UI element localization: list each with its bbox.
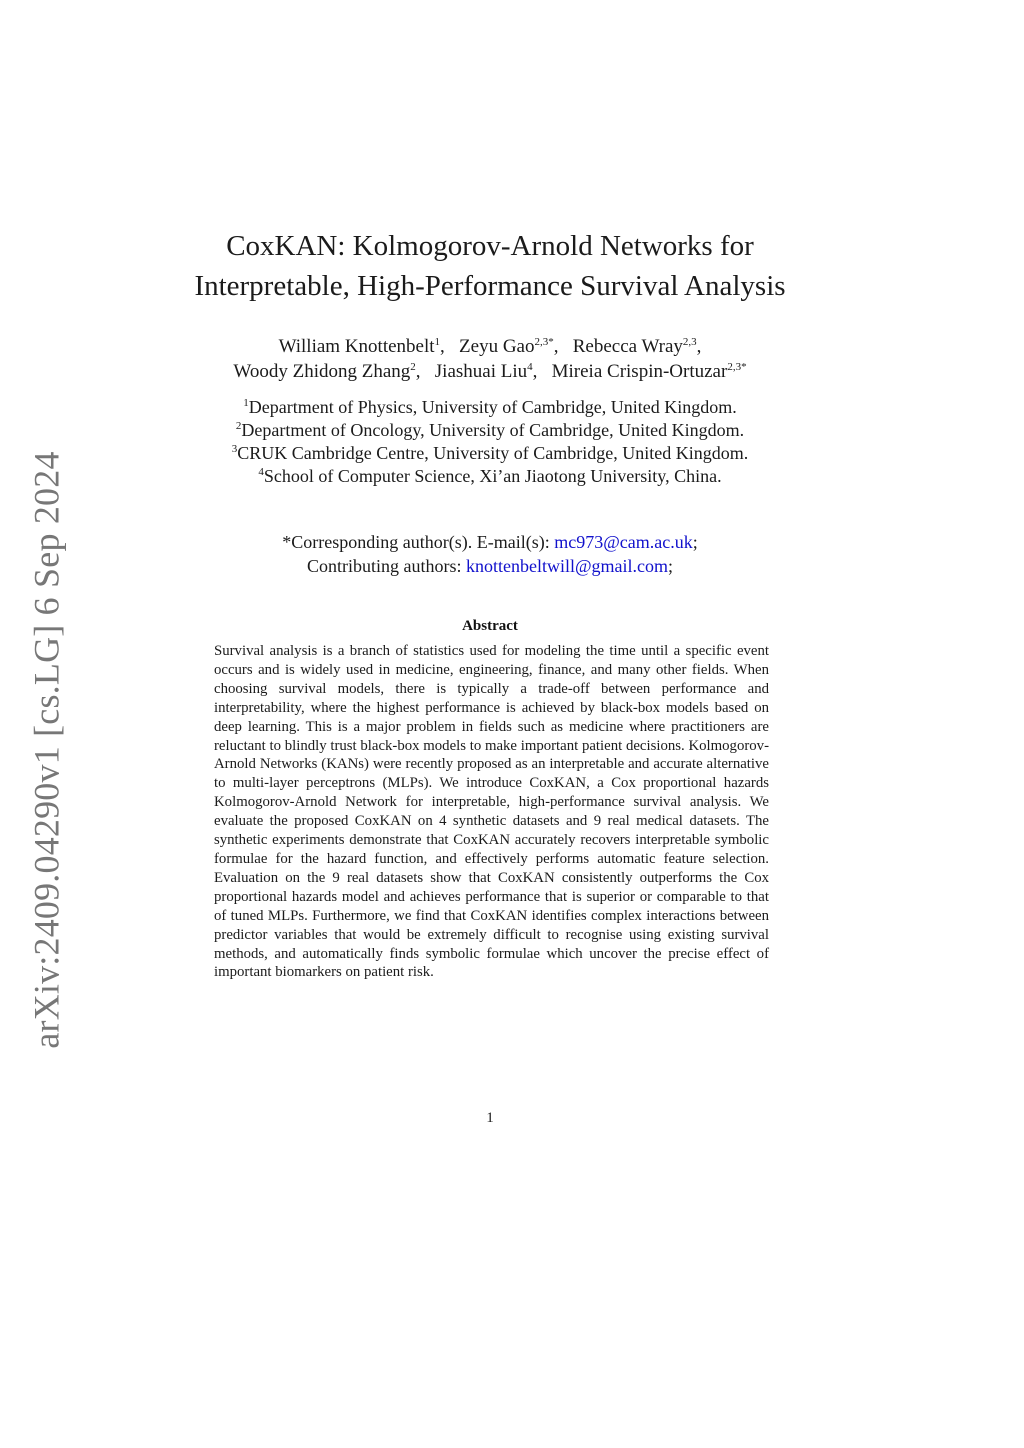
author-name: Jiashuai Liu$^4$,	[434, 361, 538, 382]
arxiv-identifier-stamp	[18, 451, 76, 1049]
page-number: 1	[486, 1110, 494, 1126]
author-affiliation-superscript: 4	[527, 361, 533, 373]
author-name: Woody Zhidong Zhang$^2$,	[233, 361, 421, 382]
affiliation-item: $^4$School of Computer Science, Xi’an Jiaotong University, China.	[258, 466, 722, 486]
author-line-2	[150, 359, 830, 384]
abstract-heading: Abstract	[462, 618, 518, 634]
author-name: William Knottenbelt$^1$,	[278, 336, 445, 357]
corresponding-author-line: *Corresponding author(s). E-mail(s): mc973@cam.ac.uk;	[282, 532, 698, 552]
paper-title-line-1: CoxKAN: Kolmogorov-Arnold Networks for	[226, 230, 754, 262]
contributing-authors-line: Contributing authors: knottenbeltwill@gmail.com;	[306, 556, 674, 576]
abstract-body: Survival analysis is a branch of statistics used for modeling the time until a specific event occurs and is widely used in medicine, engineering, finance, and many other fields. When choosing survival models, there is typically a trade-off between performance and interpretability, where the highest performance is achieved by black-box models based on deep learning. This is a major problem in fields such as medicine where practitioners are reluctant to blindly trust black-box models to make important patient decisions. Kolmogorov-Arnold Networks (KANs) were recently proposed as an interpretable and accurate alternative to multi-layer perceptrons (MLPs). We introduce CoxKAN, a Cox proportional hazards Kolmogorov-Arnold Network for interpretable, high-performance survival analysis. We evaluate the proposed CoxKAN on 4 synthetic datasets and 9 real medical datasets. The synthetic experiments demonstrate that CoxKAN accurately recovers interpretable symbolic formulae for the hazard function, and effectively performs automatic feature selection. Evaluation on the 9 real datasets show that CoxKAN consistently outperforms the Cox proportional hazards model and achieves performance that is superior or comparable to that of tuned MLPs. Furthermore, we find that CoxKAN identifies complex interactions between predictor variables that would be extremely difficult to recognise using existing survival methods, and automatically finds symbolic formulae which uncover the precise effect of important biomarkers on patient risk.	[214, 643, 769, 981]
author-affiliation-superscript: 2,3*	[534, 336, 554, 348]
author-affiliation-superscript: 2,3*	[727, 361, 747, 373]
paper-title-line-2: Interpretable, High-Performance Survival Analysis	[194, 270, 786, 302]
author-contact-block	[170, 530, 810, 578]
affiliation-item: $^3$CRUK Cambridge Centre, University of Cambridge, United Kingdom.	[231, 443, 749, 463]
author-name: Zeyu Gao$^{2,3*}$,	[459, 336, 559, 357]
author-name: Rebecca Wray$^{2,3}$,	[572, 336, 702, 357]
paper-title	[180, 226, 800, 306]
affiliation-item: $^1$Department of Physics, University of Cambridge, United Kingdom.	[243, 397, 737, 417]
author-affiliation-superscript: 1	[434, 336, 441, 348]
affiliation-item: $^2$Department of Oncology, University of Cambridge, United Kingdom.	[235, 420, 745, 440]
author-affiliation-superscript: 2	[410, 361, 416, 373]
arxiv-identifier-text: arXiv:2409.04290v1 [cs.LG] 6 Sep 2024	[27, 451, 68, 1049]
author-affiliation-superscript: 2,3	[682, 336, 697, 348]
corresponding-email-link[interactable]: mc973@cam.ac.uk	[554, 532, 693, 552]
affiliation-list	[170, 396, 810, 488]
author-name: Mireia Crispin-Ortuzar$^{2,3*}$	[551, 361, 747, 382]
contributing-email-link[interactable]: knottenbeltwill@gmail.com	[465, 556, 669, 576]
author-list	[150, 334, 830, 384]
author-line-1	[150, 334, 830, 359]
